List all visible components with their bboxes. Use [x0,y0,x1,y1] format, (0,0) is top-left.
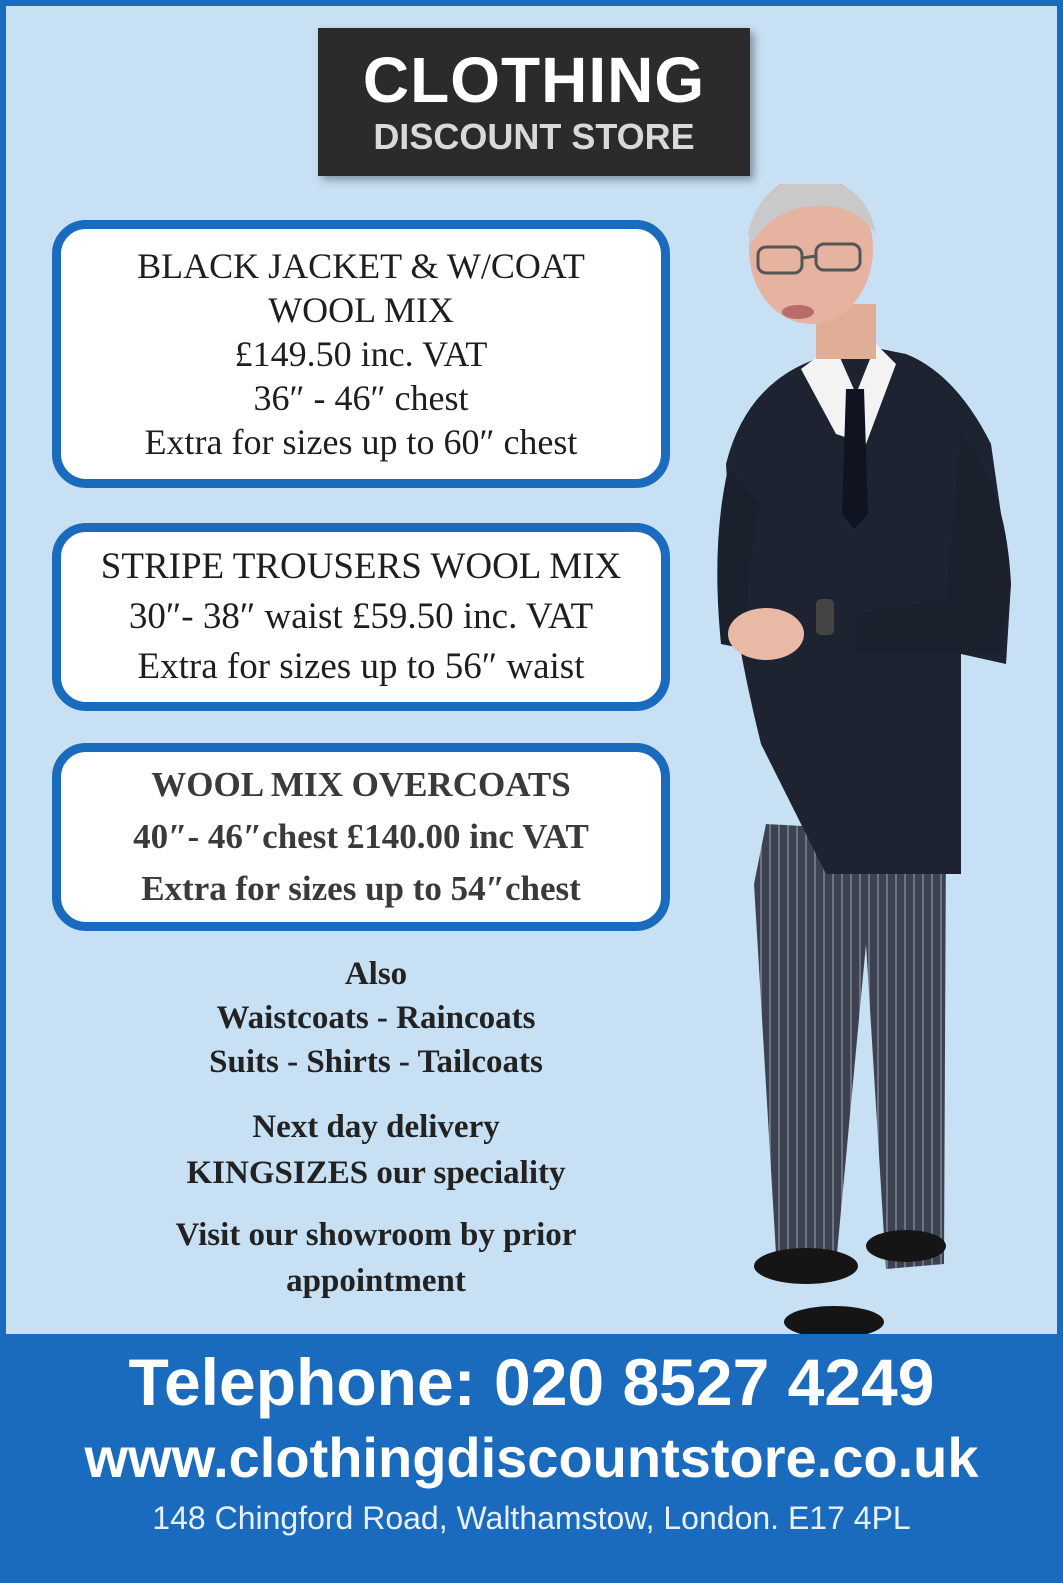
logo-title: CLOTHING [362,44,706,116]
offer-jacket-price: £149.50 inc. VAT [234,334,488,374]
offer-jacket-title: BLACK JACKET & W/COAT [137,246,585,286]
delivery-line-1: Next day delivery [252,1109,500,1145]
offer-jacket-material: WOOL MIX [268,290,454,330]
telephone-number[interactable]: Telephone: 020 8527 4249 [128,1345,935,1419]
showroom-line-2: appointment [286,1263,466,1299]
offer-jacket-extra: Extra for sizes up to 60″ chest [144,422,578,462]
man-in-morning-suit-photo [706,184,1036,1344]
offer-trousers-title: STRIPE TROUSERS WOOL MIX [100,546,622,587]
also-heading: Also [344,956,408,992]
offer-overcoats-extra: Extra for sizes up to 54″chest [141,869,581,908]
delivery-section [66,1104,686,1196]
offer-overcoats-title: WOOL MIX OVERCOATS [151,765,571,804]
showroom-section [66,1212,686,1304]
store-address: 148 Chingford Road, Walthamstow, London. E17 4PL [152,1500,911,1536]
offer-overcoats-box [52,743,670,931]
offer-trousers-box [52,523,670,711]
offer-trousers-price: 30″- 38″ waist £59.50 inc. VAT [128,596,594,637]
showroom-line-1: Visit our showroom by prior [175,1217,577,1253]
delivery-line-2: KINGSIZES our speciality [186,1155,566,1191]
offer-jacket-box [52,220,670,488]
also-line-1: Waistcoats - Raincoats [216,1000,536,1036]
also-line-2: Suits - Shirts - Tailcoats [209,1044,543,1080]
also-section [66,952,686,1084]
store-logo [318,28,750,176]
offer-overcoats-price: 40″- 46″chest £140.00 inc VAT [133,817,589,856]
logo-subtitle: DISCOUNT STORE [373,116,695,157]
contact-footer [6,1334,1057,1583]
offer-trousers-extra: Extra for sizes up to 56″ waist [137,646,585,687]
offer-jacket-sizes: 36″ - 46″ chest [253,378,469,418]
website-link[interactable]: www.clothingdiscountstore.co.uk [84,1426,979,1489]
